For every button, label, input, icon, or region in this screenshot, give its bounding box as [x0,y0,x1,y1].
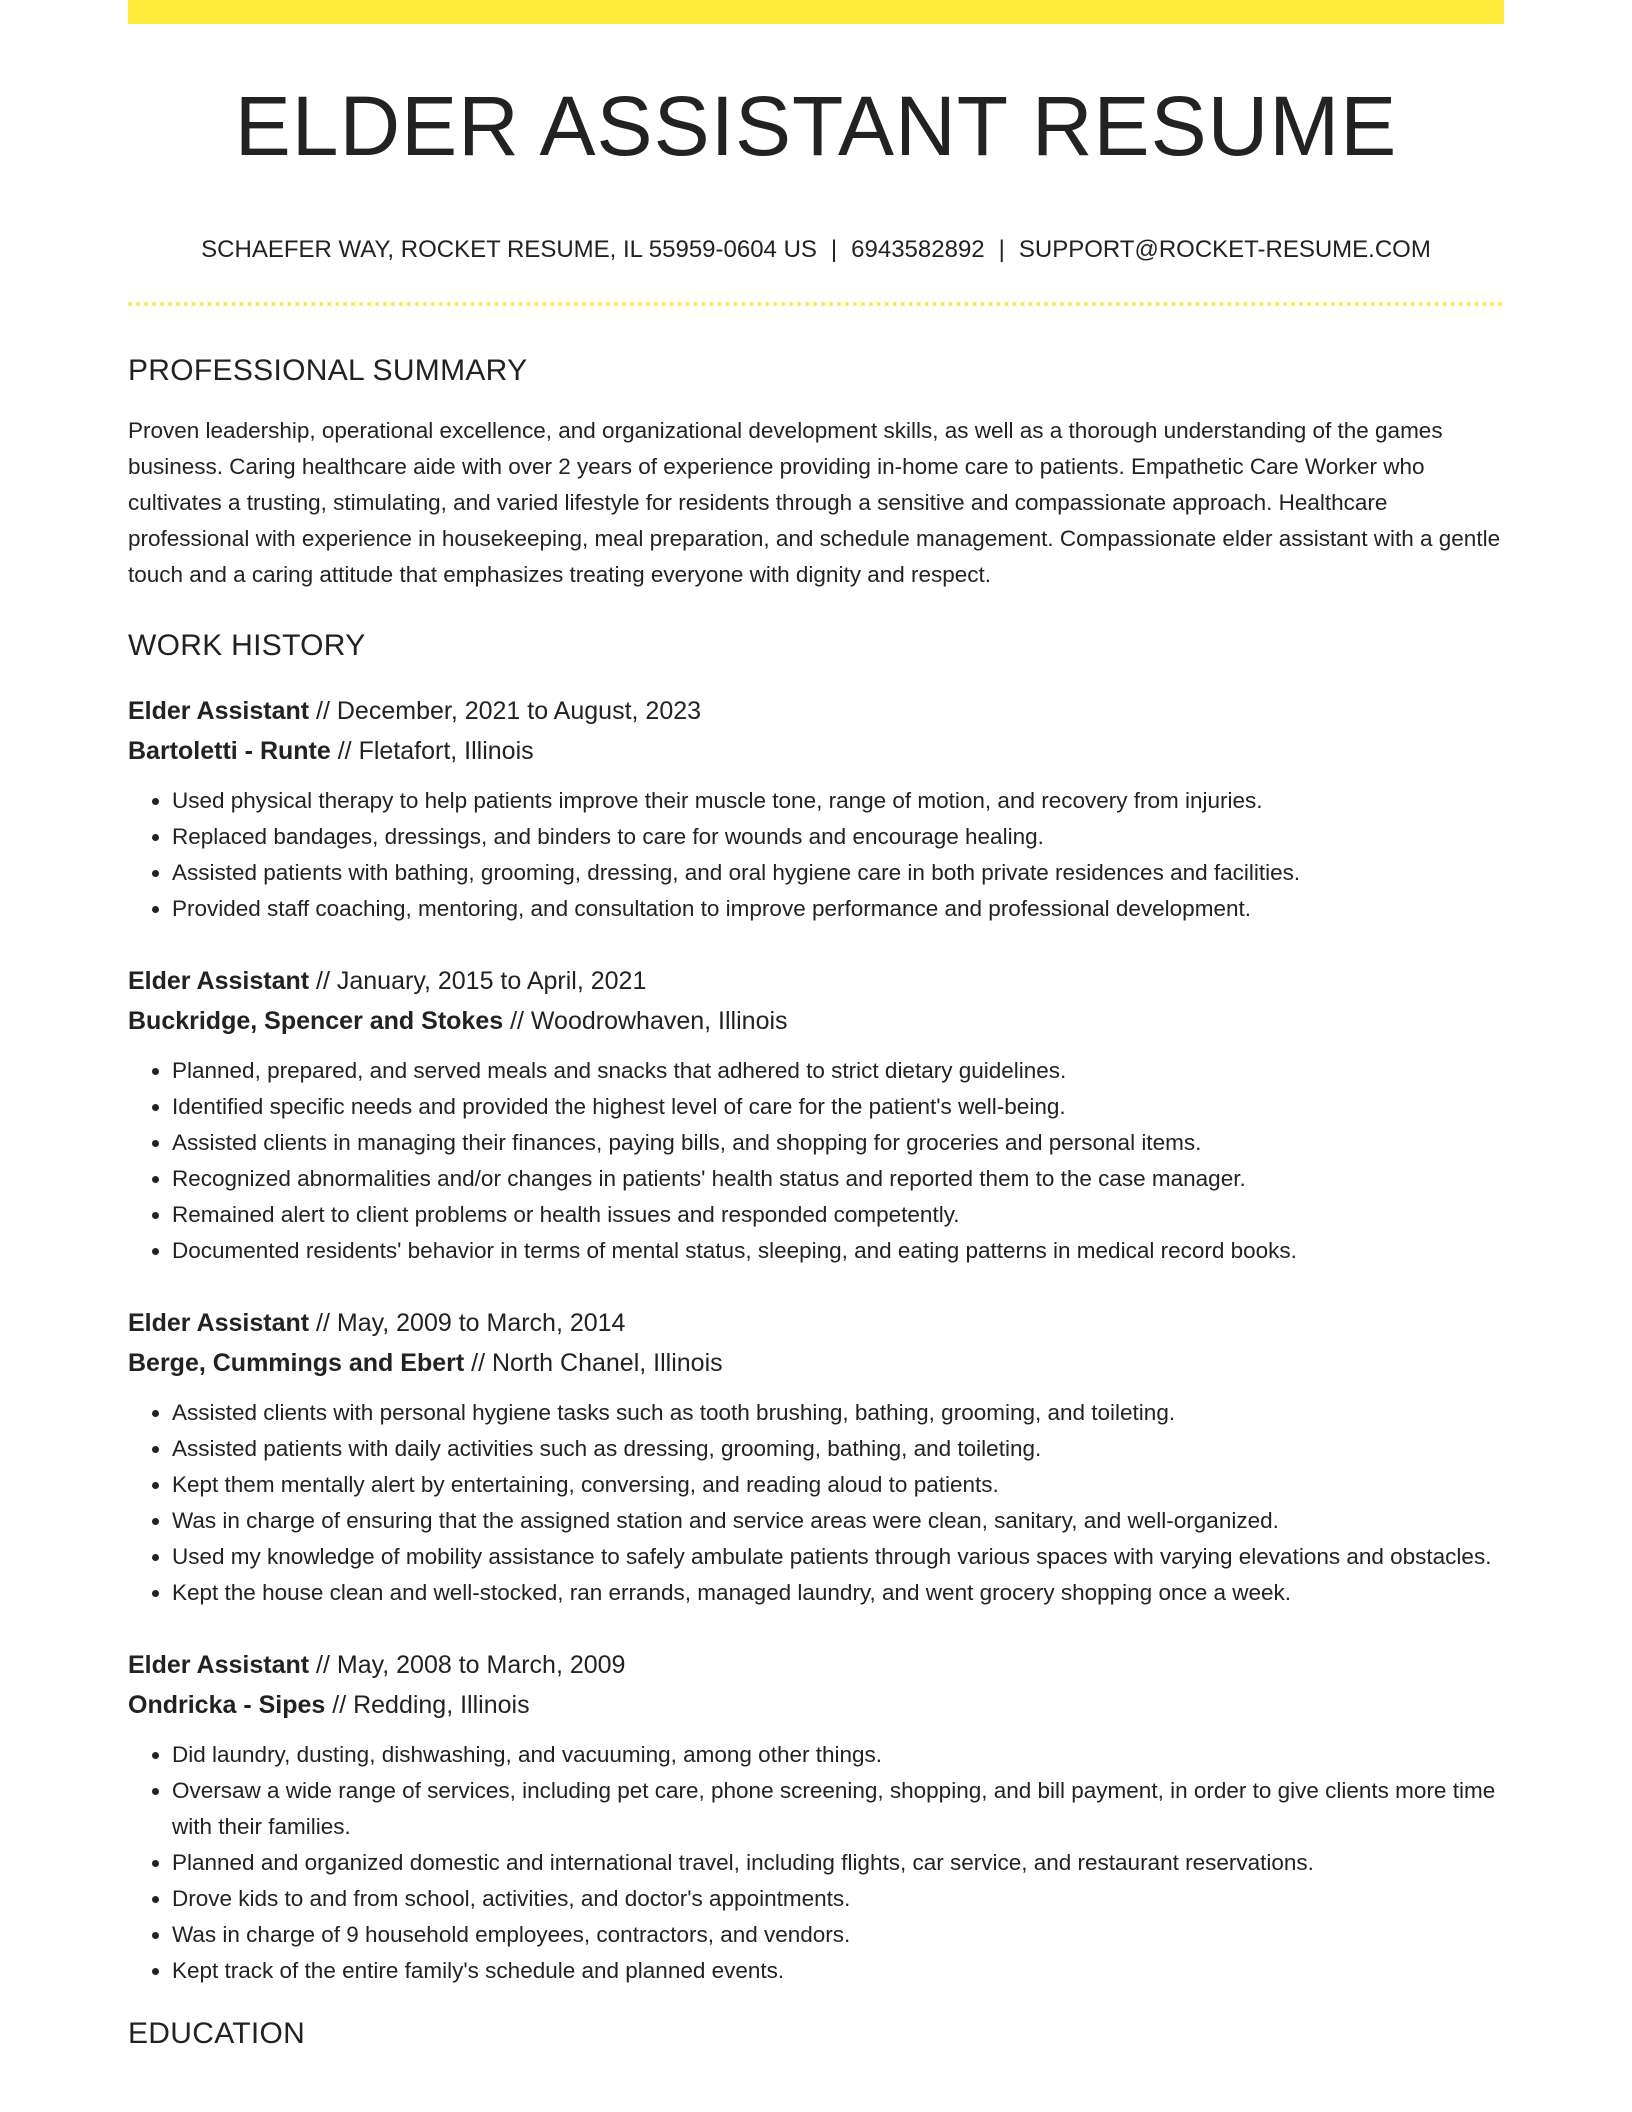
job-bullet: • Oversaw a wide range of services, including pet care, phone screening, shopping, and bill payment, in order to give clients more time with their families. [172,1773,1504,1845]
job-entry [128,691,1504,927]
job-entry [128,961,1504,1269]
work-history-heading: WORK HISTORY [128,629,366,662]
job-company: Ondricka - Sipes [128,1691,326,1719]
job-entry [128,1303,1504,1611]
contact-separator: | [998,236,1005,263]
job-bullet: • Was in charge of 9 household employees, contractors, and vendors. [172,1917,1504,1953]
job-bullet: • Did laundry, dusting, dishwashing, and vacuuming, among other things. [172,1737,1504,1773]
job-entry [128,1645,1504,1989]
job-company-line [128,731,1504,771]
address: SCHAEFER WAY, ROCKET RESUME, IL 55959-0604 US [201,236,817,263]
job-bullet: • Assisted patients with bathing, grooming, dressing, and oral hygiene care in both private residences and facilities. [172,855,1504,891]
job-bullet: • Was in charge of ensuring that the assigned station and service areas were clean, sanitary, and well-organized. [172,1503,1504,1539]
contact-line [128,238,1504,262]
job-location: // Redding, Illinois [325,1691,530,1719]
job-company: Bartoletti - Runte [128,737,331,765]
job-title-line [128,691,1504,731]
job-bullet: • Drove kids to and from school, activities, and doctor's appointments. [172,1881,1504,1917]
resume-title: ELDER ASSISTANT RESUME [234,79,1398,173]
job-bullet: • Planned and organized domestic and international travel, including flights, car service, and restaurant reservations. [172,1845,1504,1881]
job-role: Elder Assistant [128,1651,310,1679]
job-bullet: • Kept the house clean and well-stocked, ran errands, managed laundry, and went grocery shopping once a week. [172,1575,1504,1611]
job-title-line [128,1303,1504,1343]
education-heading: EDUCATION [128,2017,306,2050]
job-company: Berge, Cummings and Ebert [128,1349,465,1377]
job-company: Buckridge, Spencer and Stokes [128,1007,504,1035]
job-dates: // May, 2009 to March, 2014 [309,1309,626,1337]
dotted-divider [128,302,1504,306]
job-bullet: • Provided staff coaching, mentoring, and consultation to improve performance and professional development. [172,891,1504,927]
job-bullets [128,1737,1504,1989]
job-bullet: • Assisted clients with personal hygiene tasks such as tooth brushing, bathing, grooming, and toileting. [172,1395,1504,1431]
job-role: Elder Assistant [128,1309,310,1337]
job-bullet: • Planned, prepared, and served meals and snacks that adhered to strict dietary guidelines. [172,1053,1504,1089]
job-title-line [128,1645,1504,1685]
job-bullet: • Kept them mentally alert by entertaining, conversing, and reading aloud to patients. [172,1467,1504,1503]
resume-page [128,0,1504,2049]
job-bullet: • Assisted clients in managing their finances, paying bills, and shopping for groceries and personal items. [172,1125,1504,1161]
job-bullets [128,1053,1504,1269]
job-location: // Woodrowhaven, Illinois [503,1007,788,1035]
job-bullets [128,783,1504,927]
job-role: Elder Assistant [128,697,310,725]
phone: 6943582892 [851,236,985,263]
accent-bar [128,0,1504,24]
job-bullet: • Recognized abnormalities and/or changes in patients' health status and reported them to the case manager. [172,1161,1504,1197]
job-bullets [128,1395,1504,1611]
job-company-line [128,1685,1504,1725]
job-bullet: • Assisted patients with daily activities such as dressing, grooming, bathing, and toileting. [172,1431,1504,1467]
job-bullet: • Remained alert to client problems or health issues and responded competently. [172,1197,1504,1233]
email-link[interactable]: SUPPORT@ROCKET-RESUME.COM [1018,236,1431,263]
job-company-line [128,1343,1504,1383]
summary-heading: PROFESSIONAL SUMMARY [128,354,528,387]
job-dates: // January, 2015 to April, 2021 [309,967,647,995]
job-role: Elder Assistant [128,967,310,995]
job-dates: // May, 2008 to March, 2009 [309,1651,626,1679]
job-bullet: • Kept track of the entire family's schedule and planned events. [172,1953,1504,1989]
job-bullet: • Documented residents' behavior in terms of mental status, sleeping, and eating patterns in medical record books. [172,1233,1504,1269]
summary-text: Proven leadership, operational excellence, and organizational development skills, as well as a thorough understanding of the games business. Caring healthcare aide with over 2 years of experience providing in-home care to patients. Empathetic Care Worker who cultivates a trusting, stimulating, and varied lifestyle for residents through a sensitive and compassionate approach. Healthcare professional with experience in housekeeping, meal preparation, and schedule management. Compassionate elder assistant with a gentle touch and a caring attitude that emphasizes treating everyone with dignity and respect. [128,418,1501,587]
job-bullet: • Used my knowledge of mobility assistance to safely ambulate patients through various spaces with varying elevations and obstacles. [172,1539,1504,1575]
work-history-list [128,691,1504,1989]
job-location: // Fletafort, Illinois [330,737,534,765]
job-bullet: • Identified specific needs and provided the highest level of care for the patient's well-being. [172,1089,1504,1125]
job-bullet: • Used physical therapy to help patients improve their muscle tone, range of motion, and recovery from injuries. [172,783,1504,819]
contact-separator: | [830,236,838,263]
job-dates: // December, 2021 to August, 2023 [309,697,702,725]
job-location: // North Chanel, Illinois [464,1349,723,1377]
job-bullet: • Replaced bandages, dressings, and binders to care for wounds and encourage healing. [172,819,1504,855]
job-title-line [128,961,1504,1001]
job-company-line [128,1001,1504,1041]
